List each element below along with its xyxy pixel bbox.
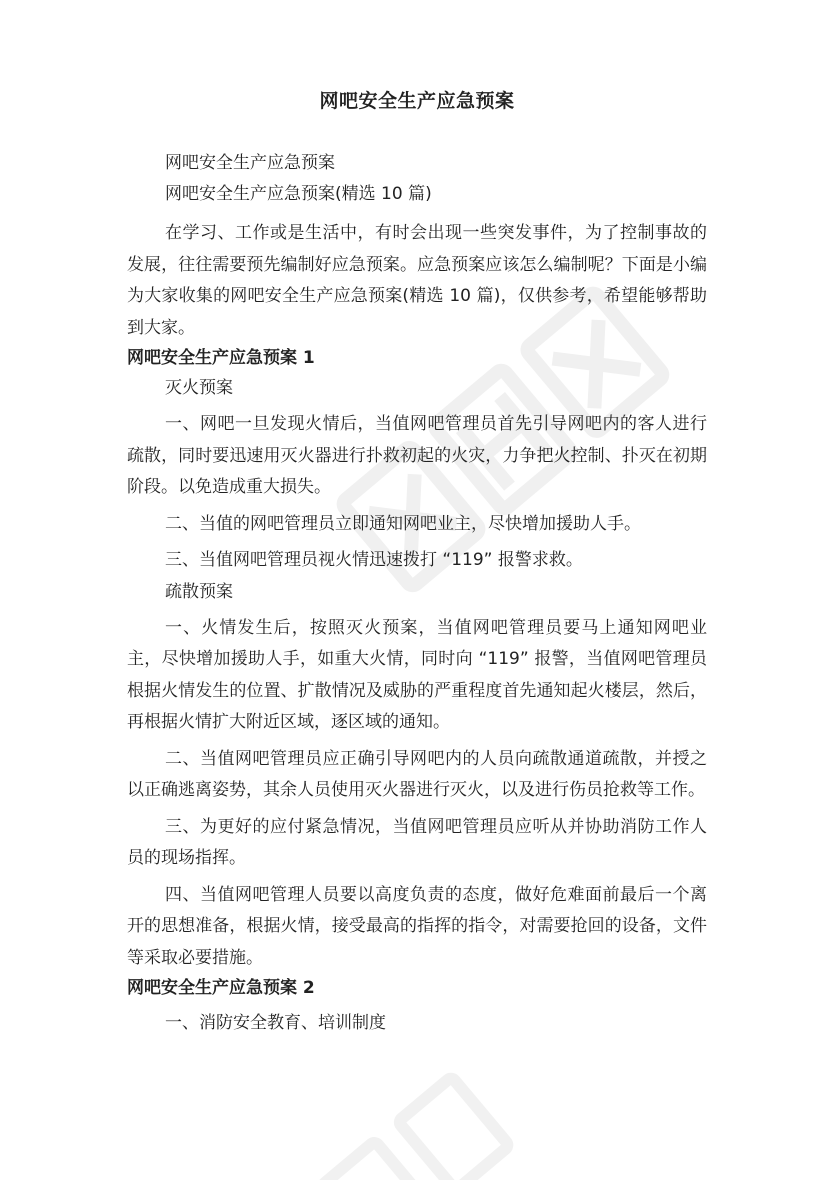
fire-plan-item-3: 三、当值网吧管理员视火情迅速拨打 “119” 报警求救。 <box>165 550 583 570</box>
subtitle-line-2: 网吧安全生产应急预案(精选 10 篇) <box>165 184 432 204</box>
fire-plan-item-2: 二、当值的网吧管理员立即通知网吧业主，尽快增加援助人手。 <box>165 513 641 534</box>
section-2-item-1: 一、消防安全教育、培训制度 <box>165 1013 386 1033</box>
evacuation-item-4: 四、当值网吧管理人员要以高度负责的态度，做好危难面前最后一个离开的思想准备，根据火情，接受最高的指挥的指令，对需要抢回的设备，文件等采取必要措施。 <box>127 884 707 968</box>
subtitle-line-1: 网吧安全生产应急预案 <box>165 153 335 173</box>
document-title: 网吧安全生产应急预案 <box>319 90 515 112</box>
evacuation-plan-label: 疏散预案 <box>165 581 233 602</box>
evacuation-item-2: 二、当值网吧管理员应正确引导网吧内的人员向疏散通道疏散，并授之以正确逃离姿势，其余人员使用灭火器进行灭火，以及进行伤员抢救等工作。 <box>127 748 707 800</box>
evacuation-item-1: 一、火情发生后，按照灭火预案，当值网吧管理员要马上通知网吧业主，尽快增加援助人手，如重大火情，同时向 “119” 报警，当值网吧管理员根据火情发生的位置、扩散情况及威胁的严重程度首先通知起火楼层，然后，再根据火情扩大附近区域，逐区域的通知。 <box>127 617 707 732</box>
evacuation-item-3: 三、为更好的应付紧急情况，当值网吧管理员应听从并协助消防工作人员的现场指挥。 <box>127 816 707 868</box>
section-1-heading: 网吧安全生产应急预案 1 <box>127 348 315 368</box>
intro-paragraph: 在学习、工作或是生活中，有时会出现一些突发事件，为了控制事故的发展，往往需要预先编制好应急预案。应急预案应该怎么编制呢？下面是小编为大家收集的网吧安全生产应急预案(精选 10 篇)，仅供参考，希望能够帮助到大家。 <box>127 223 707 338</box>
watermark-logo-icon-2 <box>300 1040 560 1180</box>
fire-plan-item-1: 一、网吧一旦发现火情后，当值网吧管理员首先引导网吧内的客人进行疏散，同时要迅速用灭火器进行扑救初起的火灾，力争把火控制、扑灭在初期阶段。以免造成重大损失。 <box>127 414 707 497</box>
section-2-heading: 网吧安全生产应急预案 2 <box>127 978 315 998</box>
fire-plan-label: 灭火预案 <box>165 378 233 398</box>
document-body <box>127 86 707 1040</box>
